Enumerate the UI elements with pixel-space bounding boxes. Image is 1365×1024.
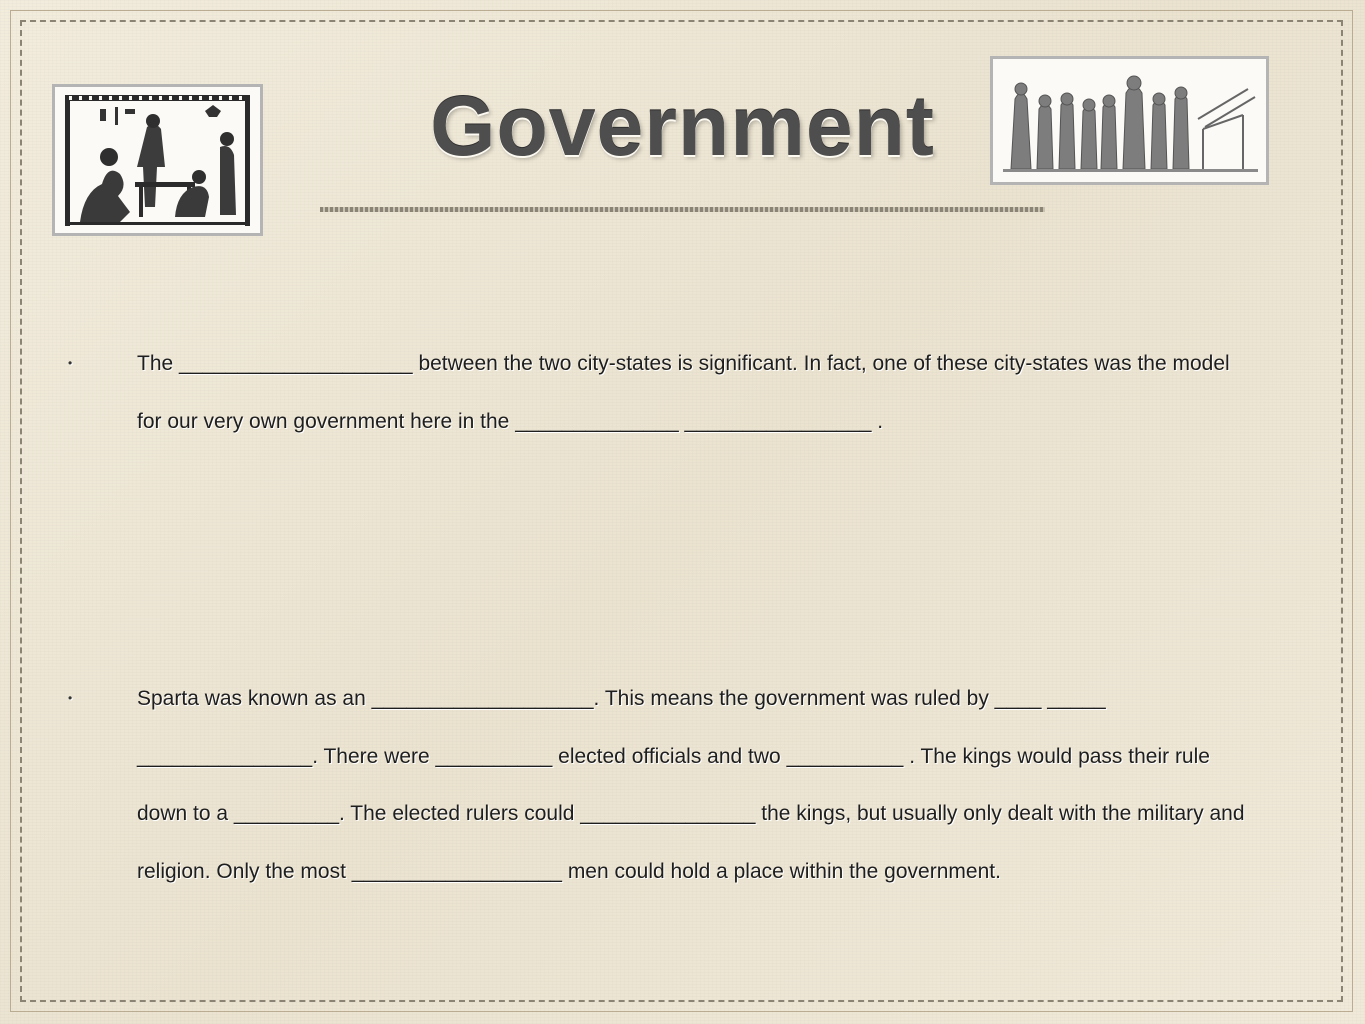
greek-vase-painting-image: [52, 84, 263, 236]
title-underline-divider: [320, 207, 1045, 212]
page-title: Government: [430, 79, 935, 173]
bullet-text: Sparta was known as an ___________________. This means the government was ruled by ____ _____ _______________. There were __________ elected officials and two __________ . The kings would pass their rule down to a _________. The elected rulers could _______________ the kings, but usually only dealt with the military and religion. Only the most __________________ men could hold a place within the government.: [137, 687, 1245, 883]
bullet-marker: •: [68, 356, 73, 370]
bullet-item: [68, 670, 1248, 900]
bullet-item: [68, 335, 1248, 450]
bullet-marker: •: [68, 691, 73, 705]
bullet-text: The ____________________ between the two city-states is significant. In fact, one of these city-states was the model for our very own government here in the ______________ ________________ .: [137, 352, 1230, 433]
